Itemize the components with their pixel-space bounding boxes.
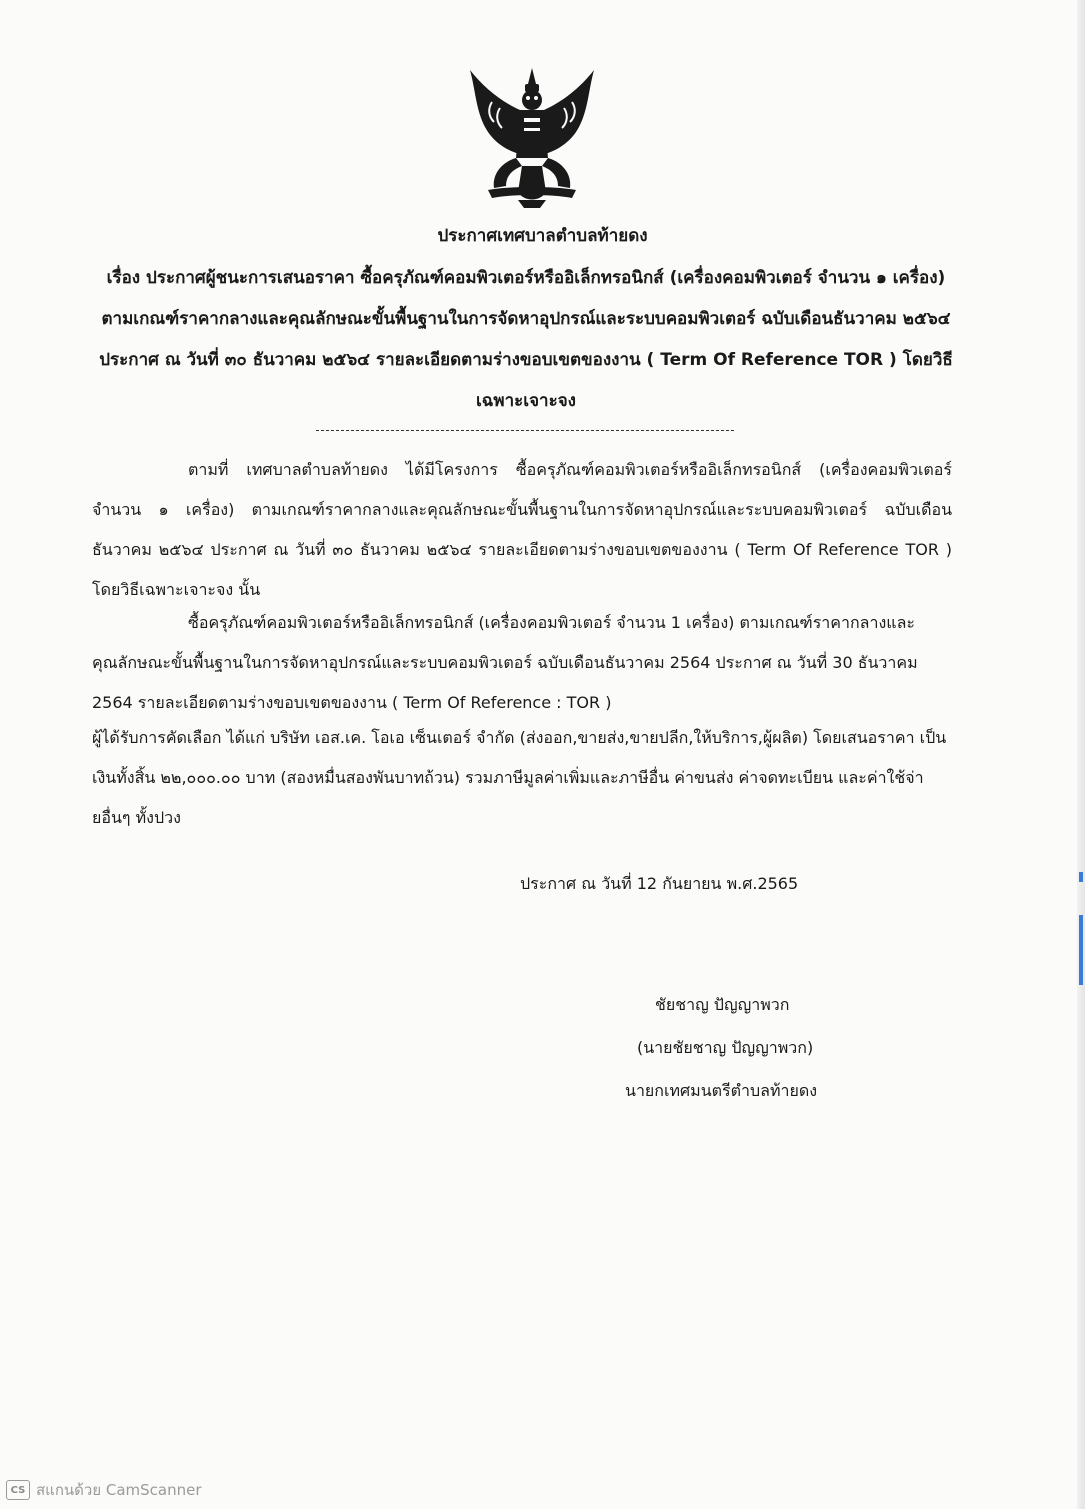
- camscanner-watermark: [6, 1478, 202, 1502]
- body-paragraph-3: ผู้ได้รับการคัดเลือก ได้แก่ บริษัท เอส.เค. โอเอ เซ็นเตอร์ จำกัด (ส่งออก,ขายส่ง,ขายปลีก,ให้บริการ,ผู้ผลิต) โดยเสนอราคา เป็นเงินทั้งสิ้น ๒๒,๐๐๐.๐๐ บาท (สองหมื่นสองพันบาทถ้วน) รวมภาษีมูลค่าเพิ่มและภาษีอื่น ค่าขนส่ง ค่าจดทะเบียน และค่าใช้จ่ายอื่นๆ ทั้งปวง: [92, 728, 947, 827]
- signature-name: ชัยชาญ ปัญญาพวก: [655, 995, 790, 1014]
- body-paragraph-1: ตามที่ เทศบาลตำบลท้ายดง ได้มีโครงการ ซื้อครุภัณฑ์คอมพิวเตอร์หรืออิเล็กทรอนิกส์ (เครื่องคอมพิวเตอร์ จำนวน ๑ เครื่อง) ตามเกณฑ์ราคากลางและคุณลักษณะขั้นพื้นฐานในการจัดหาอุปกรณ์และระบบคอมพิวเตอร์ ฉบับเดือนธันวาคม ๒๕๖๔ ประกาศ ณ วันที่ ๓๐ ธันวาคม ๒๕๖๔ รายละเอียดตามร่างขอบเขตของงาน ( Term Of Reference TOR ) โดยวิธีเฉพาะเจาะจง นั้น: [92, 460, 952, 599]
- edge-mark: [1079, 915, 1083, 985]
- camscanner-logo-icon: CS: [6, 1480, 30, 1500]
- announcement-date: ประกาศ ณ วันที่ 12 กันยายน พ.ศ.2565: [520, 874, 799, 893]
- body-paragraph-2: ซื้อครุภัณฑ์คอมพิวเตอร์หรืออิเล็กทรอนิกส์ (เครื่องคอมพิวเตอร์ จำนวน 1 เครื่อง) ตามเกณฑ์ราคากลางและคุณลักษณะขั้นพื้นฐานในการจัดหาอุปกรณ์และระบบคอมพิวเตอร์ ฉบับเดือนธันวาคม 2564 ประกาศ ณ วันที่ 30 ธันวาคม 2564 รายละเอียดตามร่างขอบเขตของงาน ( Term Of Reference : TOR ): [92, 613, 918, 712]
- signature-title: นายกเทศมนตรีตำบลท้ายดง: [625, 1081, 818, 1100]
- signature-full-name: (นายชัยชาญ ปัญญาพวก): [637, 1038, 814, 1057]
- garuda-emblem: [462, 62, 602, 210]
- divider-line: [316, 430, 734, 431]
- edge-mark: [1079, 872, 1083, 882]
- document-subject: เรื่อง ประกาศผู้ชนะการเสนอราคา ซื้อครุภัณฑ์คอมพิวเตอร์หรืออิเล็กทรอนิกส์ (เครื่องคอมพิวเตอร์ จำนวน ๑ เครื่อง) ตามเกณฑ์ราคากลางและคุณลักษณะขั้นพื้นฐานในการจัดหาอุปกรณ์และระบบคอมพิวเตอร์ ฉบับเดือนธันวาคม ๒๕๖๔ ประกาศ ณ วันที่ ๓๐ ธันวาคม ๒๕๖๔ รายละเอียดตามร่างขอบเขตของงาน ( Term Of Reference TOR ) โดยวิธีเฉพาะเจาะจง: [99, 268, 953, 411]
- camscanner-text: สแกนด้วย CamScanner: [36, 1481, 202, 1499]
- document-heading: ประกาศเทศบาลตำบลท้ายดง: [437, 226, 648, 246]
